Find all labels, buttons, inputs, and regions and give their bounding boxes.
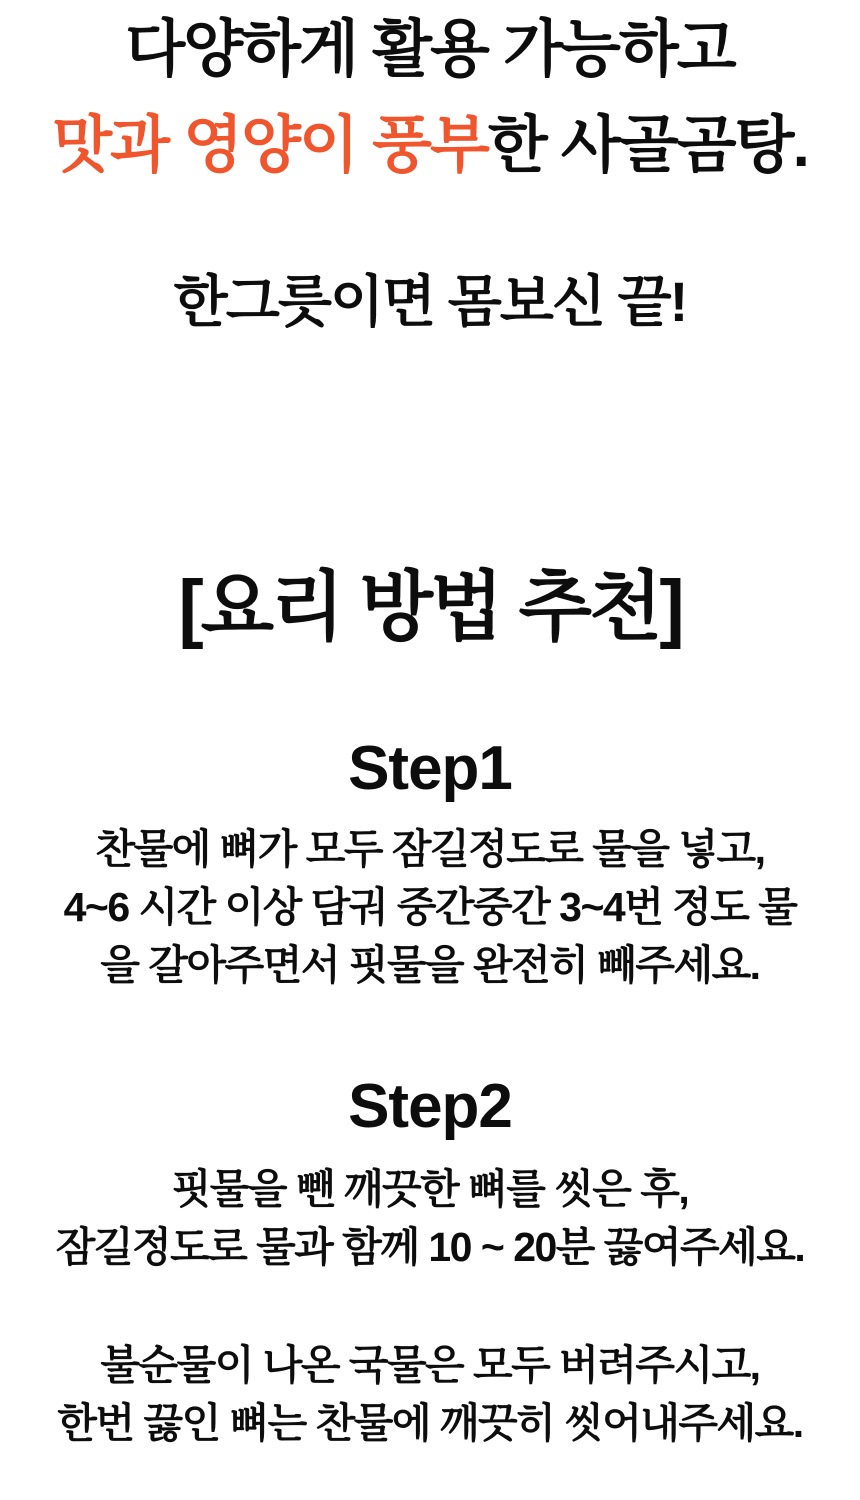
hero-title-line2: [0, 98, 860, 194]
recipe-section-title: [요리 방법 추천]: [178, 565, 682, 650]
step2-extra-line1: 불순물이 나온 국물은 모두 버려주시고,: [100, 1342, 760, 1388]
step2-heading: Step2: [348, 1072, 512, 1141]
step1-body-line3: 을 갈아주면서 핏물을 완전히 빼주세요.: [100, 942, 760, 988]
step2-extra-line2: 한번 끓인 뼈는 찬물에 깨끗히 씻어내주세요.: [57, 1400, 803, 1446]
step2-body-line2: 잠길정도로 물과 함께 10 ~ 20분 끓여주세요.: [55, 1224, 805, 1270]
step1-heading: Step1: [348, 734, 512, 803]
step1-body-line1: 찬물에 뼈가 모두 잠길정도로 물을 넣고,: [95, 826, 765, 872]
hero-title-rest: 한 사골곰탕.: [487, 111, 808, 180]
step2-body: [0, 1160, 860, 1276]
hero-title-highlight: 맛과 영양이 풍부: [52, 111, 488, 180]
step1-body: [0, 820, 860, 994]
hero-title-line1: 다양하게 활용 가능하고: [125, 15, 735, 84]
step2-body-extra: [0, 1336, 860, 1452]
hero-subtitle: 한그릇이면 몸보신 끝!: [173, 270, 687, 333]
step2-body-line1: 핏물을 뺀 깨끗한 뼈를 씻은 후,: [171, 1166, 689, 1212]
hero-title: [0, 0, 860, 194]
step1-body-line2: 4~6 시간 이상 담궈 중간중간 3~4번 정도 물: [63, 884, 797, 930]
